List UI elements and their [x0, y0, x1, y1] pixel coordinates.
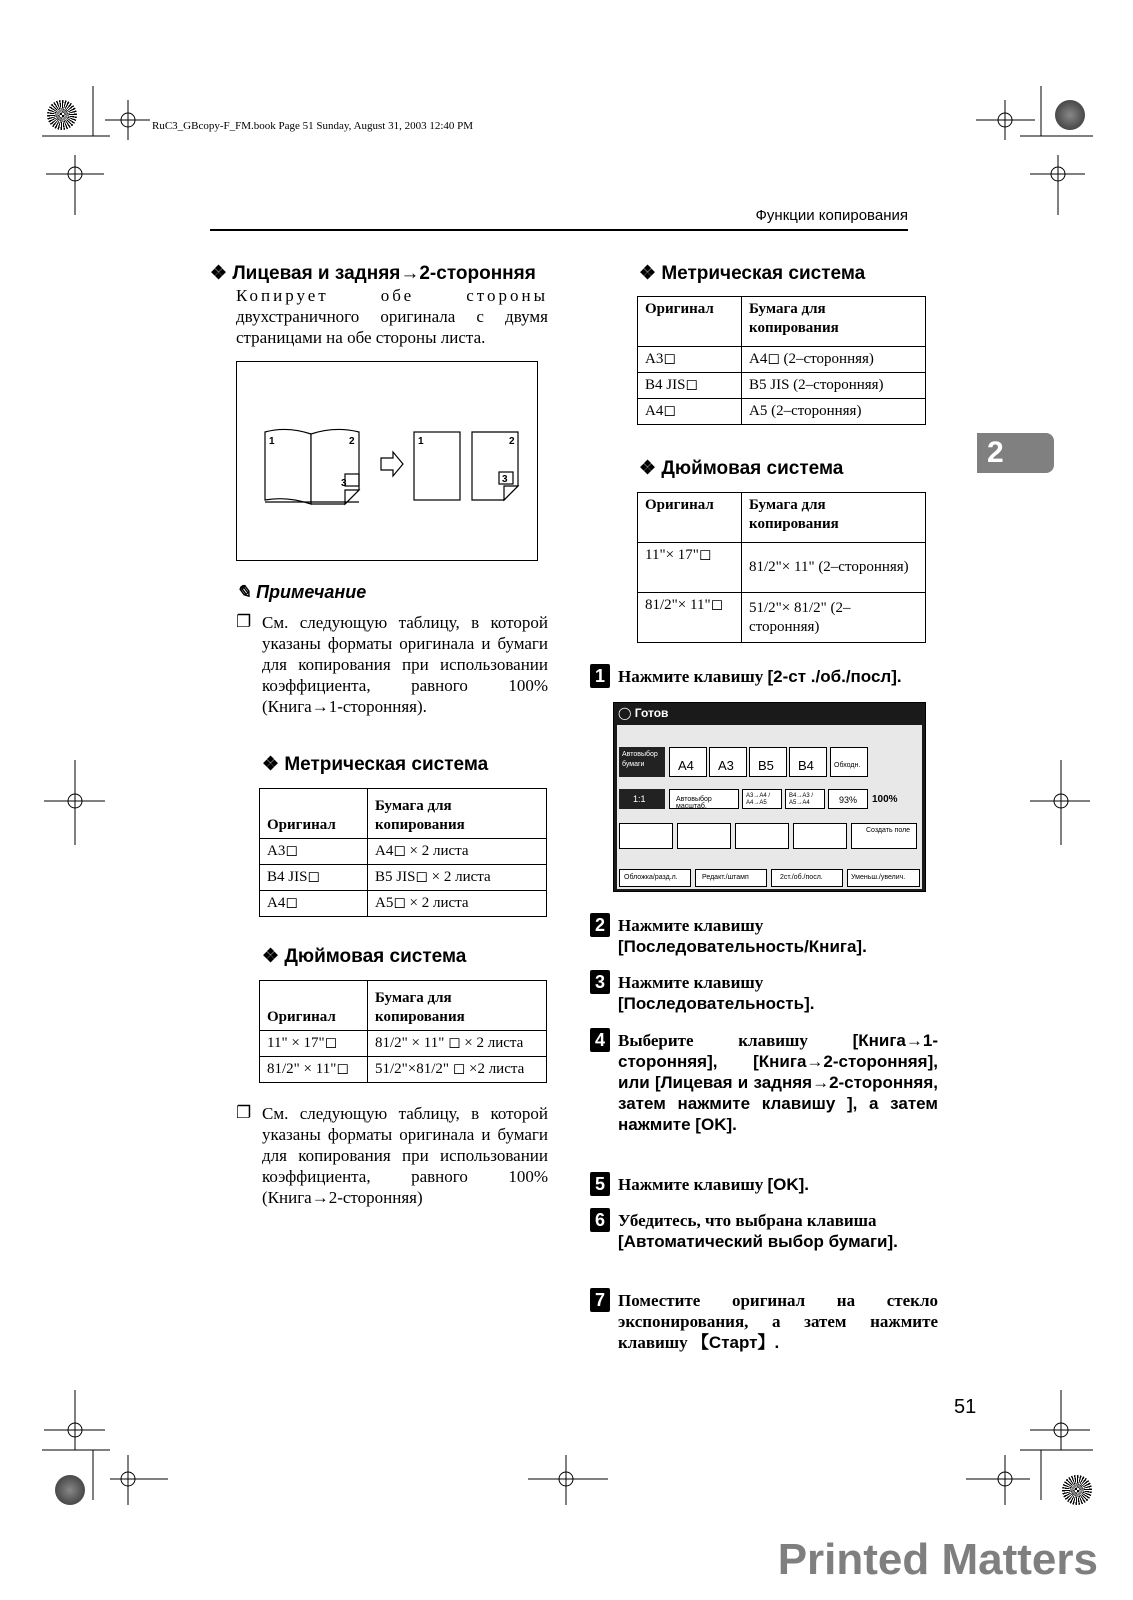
enlarge-b4-a3-button[interactable]: B4→A3 / A5→A4 — [785, 789, 825, 809]
auto-ratio-button[interactable]: Автовыбор масштаб. — [669, 789, 739, 809]
table-row: 11"× 17"◻ 81/2"× 11" (2–сторонняя) — [638, 543, 926, 593]
pencil-icon: ✎ — [236, 582, 257, 602]
paper-tray-4[interactable]: B4 — [789, 747, 827, 777]
create-margin-button[interactable]: Создать поле — [851, 823, 917, 849]
table-row: B4 JIS◻ B5 JIS (2–сторонняя) — [638, 373, 926, 399]
tab-cover[interactable]: Обложка/разд.л. — [619, 869, 691, 887]
section-body: Копирует обе стороны двухстраничного оригинала с двумя страницами на обе стороны листа. — [236, 286, 548, 347]
copier-control-panel: ◯ Готов Автовыбор бумаги A4 A3 B5 B4 Обходн. 1:1 Автовыбор масштаб. A3→A4 / A4→A5 B4→A3 / A5→A4 93% 100% Создать поле Обложка/разд.л. Редакт./штамп 2ст./об./посл. Уменьш./увелич. — [613, 702, 926, 892]
diamond-bullet-icon: ❖ — [639, 458, 662, 479]
table-header-row: Оригинал Бумага для копирования — [638, 297, 926, 347]
duplex-mode-3-button[interactable] — [735, 823, 789, 849]
reduce-a3-a4-button[interactable]: A3→A4 / A4→A5 — [742, 789, 782, 809]
svg-text:2: 2 — [349, 436, 355, 447]
table-row: A4◻ A5 (2–сторонняя) — [638, 399, 926, 425]
table-row: 11" × 17"◻ 81/2" × 11" ◻ × 2 листа — [260, 1031, 547, 1057]
svg-text:2: 2 — [509, 436, 515, 447]
checkbox-bullet-icon: ❐ — [236, 1103, 252, 1122]
ratio-100-label: 100% — [872, 794, 898, 805]
note-title: ✎ Примечание — [236, 582, 367, 602]
ready-circle-icon: ◯ — [618, 706, 635, 720]
auto-paper-button[interactable]: Автовыбор бумаги — [619, 747, 665, 777]
paper-tray-1[interactable]: A4 — [669, 747, 707, 777]
file-info: RuC3_GBcopy-F_FM.book Page 51 Sunday, August 31, 2003 12:40 PM — [152, 120, 474, 132]
diamond-bullet-icon: ❖ — [262, 754, 285, 775]
arrow-right-icon — [381, 452, 403, 476]
svg-text:1: 1 — [418, 436, 424, 447]
table-row: A3◻ A4◻ (2–сторонняя) — [638, 347, 926, 373]
right-metric-table — [637, 296, 926, 425]
book-to-duplex-illustration — [237, 362, 537, 560]
paper-tray-3[interactable]: B5 — [749, 747, 787, 777]
table-row: A4◻ A5◻ × 2 листа — [260, 891, 547, 917]
right-inch-table — [637, 492, 926, 643]
tab-edit-stamp[interactable]: Редакт./штамп — [695, 869, 767, 887]
bypass-tray-button[interactable]: Обходн. — [830, 747, 868, 777]
table-header-row: Оригинал Бумага для копирования — [260, 789, 547, 839]
table-header-row: Оригинал Бумага для копирования — [638, 493, 926, 543]
table-row: B4 JIS◻ B5 JIS◻ × 2 листа — [260, 865, 547, 891]
duplex-mode-4-button[interactable] — [793, 823, 847, 849]
right-metric-title: ❖ Метрическая система — [639, 263, 866, 284]
table-row: 81/2"× 11"◻ 51/2"× 81/2" (2–сторонняя) — [638, 593, 926, 643]
duplex-diagram — [236, 361, 538, 561]
brand-watermark: Printed Matters — [777, 1535, 1098, 1584]
page-number: 51 — [954, 1396, 977, 1418]
running-head: Функции копирования — [755, 207, 908, 224]
left-inch-table — [259, 980, 547, 1083]
diamond-bullet-icon: ❖ — [210, 263, 233, 284]
left-metric-title: ❖ Метрическая система — [262, 754, 489, 775]
zoom-93-button[interactable]: 93% — [828, 789, 868, 809]
checkbox-bullet-icon: ❐ — [236, 612, 252, 631]
right-inch-title: ❖ Дюймовая система — [639, 458, 844, 479]
table-header-row: Оригинал Бумага для копирования — [260, 981, 547, 1031]
table-row: 81/2" × 11"◻ 51/2"×81/2" ◻ ×2 листа — [260, 1057, 547, 1083]
ratio-1-1-button[interactable]: 1:1 — [619, 789, 665, 809]
diamond-bullet-icon: ❖ — [639, 263, 662, 284]
left-inch-title: ❖ Дюймовая система — [262, 946, 467, 967]
tab-reduce-enlarge[interactable]: Уменьш./увелич. — [847, 869, 920, 887]
svg-text:1: 1 — [269, 436, 275, 447]
duplex-mode-1-button[interactable] — [619, 823, 673, 849]
duplex-mode-2-button[interactable] — [677, 823, 731, 849]
tab-duplex[interactable]: 2ст./об./посл. — [771, 869, 843, 887]
header-rule — [210, 229, 908, 231]
svg-text:3: 3 — [341, 478, 347, 489]
chapter-tab: 2 — [977, 433, 1054, 473]
table-row: A3◻ A4◻ × 2 листа — [260, 839, 547, 865]
section-title-front-back: ❖ Лицевая и задняя→2-сторонняя — [210, 263, 536, 284]
diamond-bullet-icon: ❖ — [262, 946, 285, 967]
paper-tray-2[interactable]: A3 — [709, 747, 747, 777]
left-metric-table — [259, 788, 547, 917]
svg-text:3: 3 — [502, 474, 508, 485]
